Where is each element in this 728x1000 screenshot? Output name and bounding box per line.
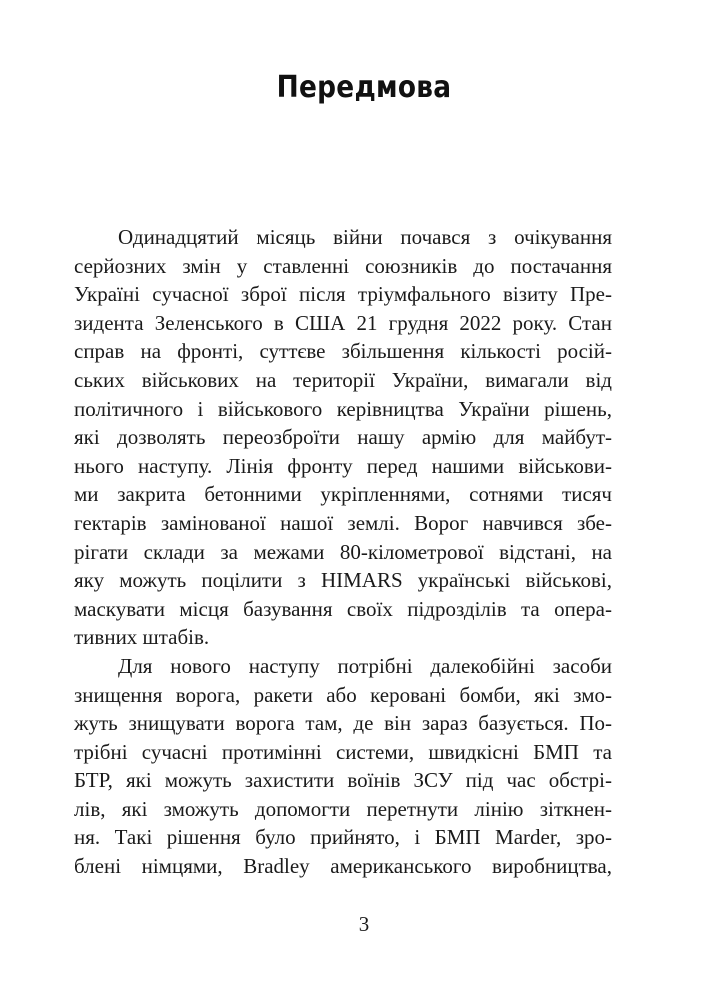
text-line: ських військових на території України, вимагали від [74, 367, 612, 392]
text-line: зидента Зеленського в США 21 грудня 2022 року. Стан [74, 310, 612, 335]
text-line: тивних штабів. [74, 625, 210, 650]
page-number: 3 [358, 912, 370, 936]
text-line: Україні сучасної зброї після тріумфального візиту Пре- [74, 282, 612, 307]
text-line: ня. Такі рішення було прийнято, і БМП Marder, зро- [74, 825, 612, 850]
text-line: нього наступу. Лінія фронту перед нашими військови- [74, 453, 612, 478]
body-text [74, 223, 612, 881]
text-line: Для нового наступу потрібні далекобійні засоби [118, 653, 612, 678]
text-line: серйозних змін у ставленні союзників до постачання [74, 253, 612, 278]
text-line: трібні сучасні протимінні системи, швидкісні БМП та [74, 739, 612, 764]
text-line: знищення ворога, ракети або керовані бомби, які змо- [74, 682, 612, 707]
text-line: маскувати місця базування своїх підрозділів та опера- [74, 596, 612, 621]
chapter-title: Передмова [276, 70, 452, 105]
text-line: ми закрита бетонними укріпленнями, сотнями тисяч [74, 482, 612, 507]
text-line: рігати склади за межами 80-кілометрової відстані, на [74, 539, 612, 564]
text-line: лів, які зможуть допомогти перетнути лінію зіткнен- [74, 796, 612, 821]
text-line: справ на фронті, суттєве збільшення кількості росій- [74, 339, 612, 364]
text-line: БТР, які можуть захистити воїнів ЗСУ під час обстрі- [74, 768, 612, 793]
text-line: яку можуть поцілити з HIMARS українські військові, [74, 568, 612, 593]
text-line: політичного і військового керівництва України рішень, [74, 396, 612, 421]
text-line: жуть знищувати ворога там, де він зараз базується. По- [74, 711, 612, 736]
text-line: гектарів замінованої нашої землі. Ворог навчився збе- [74, 510, 612, 535]
text-line: Одинадцятий місяць війни почався з очікування [118, 225, 612, 249]
text-line: які дозволять переозброїти нашу армію для майбут- [74, 425, 612, 450]
text-line: блені німцями, Bradley американського виробництва, [74, 854, 612, 879]
